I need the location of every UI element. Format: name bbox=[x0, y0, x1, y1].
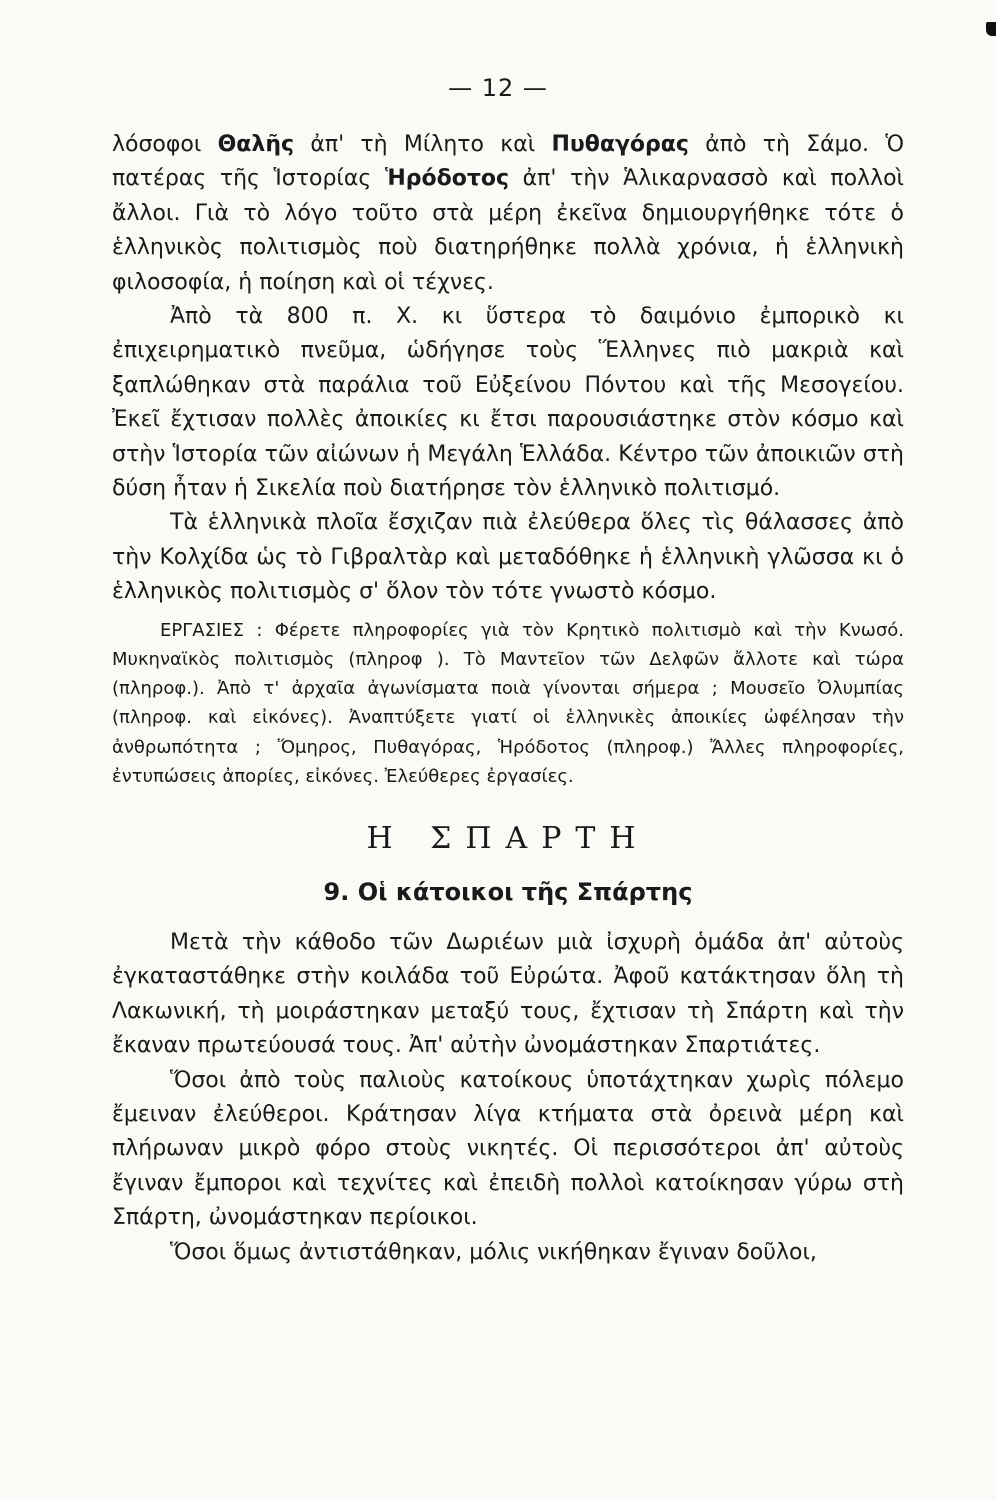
paragraph-text: ἀπ' τὴν Ἁλικαρνασσὸ καὶ πολλοὶ ἄλλοι. Γιὰ τὸ λόγο τοῦτο στὰ μέρη ἐκεῖνα δημιουργήθηκε τότε ὁ ἑλληνικὸς πολιτισμὸς ποὺ διατηρήθηκε πολλὰ χρόνια, ἡ ἑλληνικὴ φιλοσοφία, ἡ ποίηση καὶ οἱ τέχνες. bbox=[112, 166, 904, 295]
name-herodotus: Ἡρόδοτος bbox=[384, 166, 510, 192]
name-pythagoras: Πυθαγόρας bbox=[551, 132, 689, 157]
paragraph-colonies: Ἀπὸ τὰ 800 π. Χ. κι ὕστερα τὸ δαιμόνιο ἐμπορικὸ κι ἐπιχειρηματικὸ πνεῦμα, ὡδήγησε τοὺς Ἕλληνες πιὸ μακριὰ καὶ ξαπλώθηκαν στὰ παράλια τοῦ Εὐξείνου Πόντου καὶ τῆς Μεσογείου. Ἐκεῖ ἔχτισαν πολλὲς ἀποικίες κι ἔτσι παρουσιάστηκε στὸν κόσμο καὶ στὴν Ἱστορία τῶν αἰώνων ἡ Μεγάλη Ἑλλάδα. Κέντρο τῶν ἀποικιῶν στὴ δύση ἦταν ἡ Σικελία ποὺ διατήρησε τὸν ἑλληνικὸ πολιτισμό. bbox=[112, 304, 904, 502]
page-number: — 12 — bbox=[448, 74, 548, 102]
paragraph-helots: Ὅσοι ὅμως ἀντιστάθηκαν, μόλις νικήθηκαν ἔγιναν δοῦλοι, bbox=[170, 1239, 817, 1265]
paragraph-philosophers bbox=[112, 128, 904, 300]
paragraph-text: λόσοφοι bbox=[112, 132, 218, 157]
paragraph-perioikoi: Ὅσοι ἀπὸ τοὺς παλιοὺς κατοίκους ὑποτάχτηκαν χωρὶς πόλεμο ἔμειναν ἐλεύθεροι. Κράτησαν λίγα κτήματα στὰ ὀρεινὰ μέρη καὶ πλήρωναν μικρὸ φόρο στοὺς νικητές. Οἱ περισσότεροι ἀπ' αὐτοὺς ἔγιναν ἔμποροι καὶ τεχνίτες καὶ ἐπειδὴ πολλοὶ κατοίκησαν γύρω στὴ Σπάρτη, ὠνομάστηκαν περίοικοι. bbox=[112, 1067, 904, 1231]
page-content bbox=[112, 128, 904, 1270]
paragraph-ships: Τὰ ἑλληνικὰ πλοῖα ἔσχιζαν πιὰ ἐλεύθερα ὅλες τὶς θάλασσες ἀπὸ τὴν Κολχίδα ὡς τὸ Γιβραλτὰρ καὶ μεταδόθηκε ἡ ἑλληνικὴ γλῶσσα κι ὁ ἑλληνικὸς πολιτισμὸς σ' ὅλον τὸν τότε γνωστὸ κόσμο. bbox=[112, 510, 904, 605]
exercises-block: ΕΡΓΑΣΙΕΣ : Φέρετε πληροφορίες γιὰ τὸν Κρητικὸ πολιτισμὸ καὶ τὴν Κνωσό. Μυκηναϊκὸς πολιτισμὸς (πληροφ ). Τὸ Μαντεῖον τῶν Δελφῶν ἄλλοτε καὶ τώρα (πληροφ.). Ἀπὸ τ' ἀρχαῖα ἀγωνίσματα ποιὰ γίνονται σήμερα ; Μουσεῖο Ὀλυμπίας (πληροφ. καὶ εἰκόνες). Ἀναπτύξετε γιατί οἱ ἑλληνικὲς ἀποικίες ὠφέλησαν τὴν ἀνθρωπότητα ; Ὅμηρος, Πυθαγόρας, Ἡρόδοτος (πληροφ.) Ἄλλες πληροφορίες, ἐντυπώσεις ἀπορίες, εἰκόνες. Ἐλεύθερες ἐργασίες. bbox=[112, 619, 904, 787]
paragraph-sparta-founding: Μετὰ τὴν κάθοδο τῶν Δωριέων μιὰ ἰσχυρὴ ὁμάδα ἀπ' αὐτοὺς ἐγκαταστάθηκε στὴν κοιλάδα τοῦ Εὐρώτα. Ἀφοῦ κατάκτησαν ὅλη τὴ Λακωνική, τὴ μοιράστηκαν μεταξύ τους, ἔχτισαν τὴ Σπάρτη καὶ τὴν ἔκαναν πρωτεύουσά τους. Ἀπ' αὐτὴν ὠνομάστηκαν Σπαρτιάτες. bbox=[112, 929, 904, 1059]
paragraph-text: ἀπὸ τὴ Σάμο. Ὁ πατέρας τῆς Ἱστορίας bbox=[112, 132, 904, 192]
name-thales: Θαλῆς bbox=[217, 132, 295, 157]
page-corner-mark bbox=[986, 22, 996, 36]
paragraph-text: ἀπ' τὴ Μίλητο καὶ bbox=[294, 132, 552, 157]
section-title: Η ΣΠΑΡΤΗ bbox=[366, 820, 650, 856]
chapter-title: 9. Οἱ κάτοικοι τῆς Σπάρτης bbox=[323, 877, 693, 906]
